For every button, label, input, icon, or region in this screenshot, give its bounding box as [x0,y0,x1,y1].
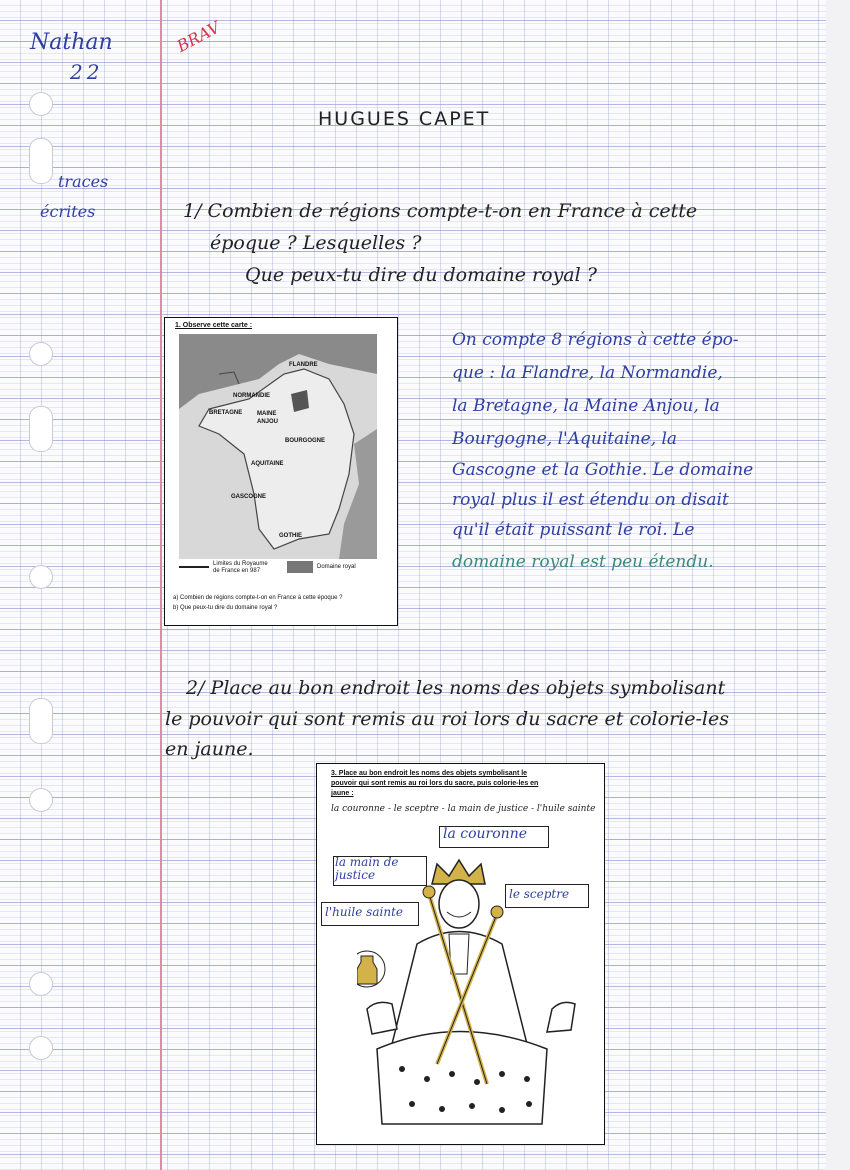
region-label: AQUITAINE [251,461,284,467]
student-number: 22 [70,60,104,84]
binder-hole [29,1036,53,1060]
binder-hole [29,788,53,812]
page-title: HUGUES CAPET [318,108,491,130]
france-map [179,334,377,559]
label-huile-sainte: l'huile sainte [325,905,403,919]
answer1-line: qu'il était puissant le roi. Le [452,520,695,540]
margin-note-line2: écrites [40,202,96,221]
worksheet2-heading: jaune : [331,790,354,797]
label-main-de-justice: la main de justice [335,855,399,882]
margin-note-line1: traces [58,172,109,191]
answer1-conclusion: domaine royal est peu étendu. [452,552,714,572]
map-question-a: a) Combien de régions compte-t-on en France à cette époque ? [173,595,343,601]
binder-hole [29,565,53,589]
region-label: GOTHIE [279,533,303,539]
question1-line2: époque ? Lesquelles ? [210,232,422,254]
binder-hole [29,342,53,366]
answer1-line: royal plus il est étendu on disait [452,490,729,510]
binder-hole [29,406,53,452]
question2-line3: en jaune. [165,738,254,760]
legend-border-swatch [179,566,209,568]
page-edge [826,0,850,1170]
region-label: FLANDRE [289,362,318,368]
answer1-line: Gascogne et la Gothie. Le domaine [452,460,754,480]
legend-royal-label: Domaine royal [317,564,356,570]
word-list: la couronne - le sceptre - la main de justice - l'huile sainte [331,804,596,814]
legend-border-label: Limites du Royaume de France en 987 [213,561,268,574]
map-worksheet [164,317,398,626]
answer1-line: Bourgogne, l'Aquitaine, la [452,429,678,449]
label-couronne: la couronne [443,826,527,842]
question2-line2: le pouvoir qui sont remis au roi lors du sacre et colorie-les [165,708,729,730]
region-label: GASCOGNE [231,494,267,500]
answer1-line: que : la Flandre, la Normandie, [452,363,723,383]
map-heading: 1. Observe cette carte : [175,322,253,329]
binder-hole [29,972,53,996]
binder-hole [29,138,53,184]
teacher-mark: BRAV [173,17,224,56]
binder-hole [29,92,53,116]
question1-line3: Que peux-tu dire du domaine royal ? [245,264,597,286]
map-question-b: b) Que peux-tu dire du domaine royal ? [173,605,278,611]
answer1-line: On compte 8 régions à cette épo- [452,330,739,350]
region-label: BRETAGNE [209,410,243,416]
binder-hole [29,698,53,744]
question2-line1: 2/ Place au bon endroit les noms des objets symbolisant [186,677,726,699]
worksheet2-heading: 3. Place au bon endroit les noms des objets symbolisant le [331,770,528,777]
legend-royal-swatch [287,561,313,573]
worksheet2-heading: pouvoir qui sont remis au roi lors du sacre, puis colorie-les en [331,780,539,787]
student-name: Nathan [30,30,113,55]
region-label: MAINE ANJOU [257,411,279,425]
question1-line1: 1/ Combien de régions compte-t-on en France à cette [183,200,698,222]
region-label: BOURGOGNE [285,438,326,444]
coronation-worksheet [316,763,605,1145]
margin-line [160,0,162,1170]
answer1-line: la Bretagne, la Maine Anjou, la [452,396,720,416]
region-label: NORMANDIE [233,393,270,399]
label-sceptre: le sceptre [509,887,570,901]
